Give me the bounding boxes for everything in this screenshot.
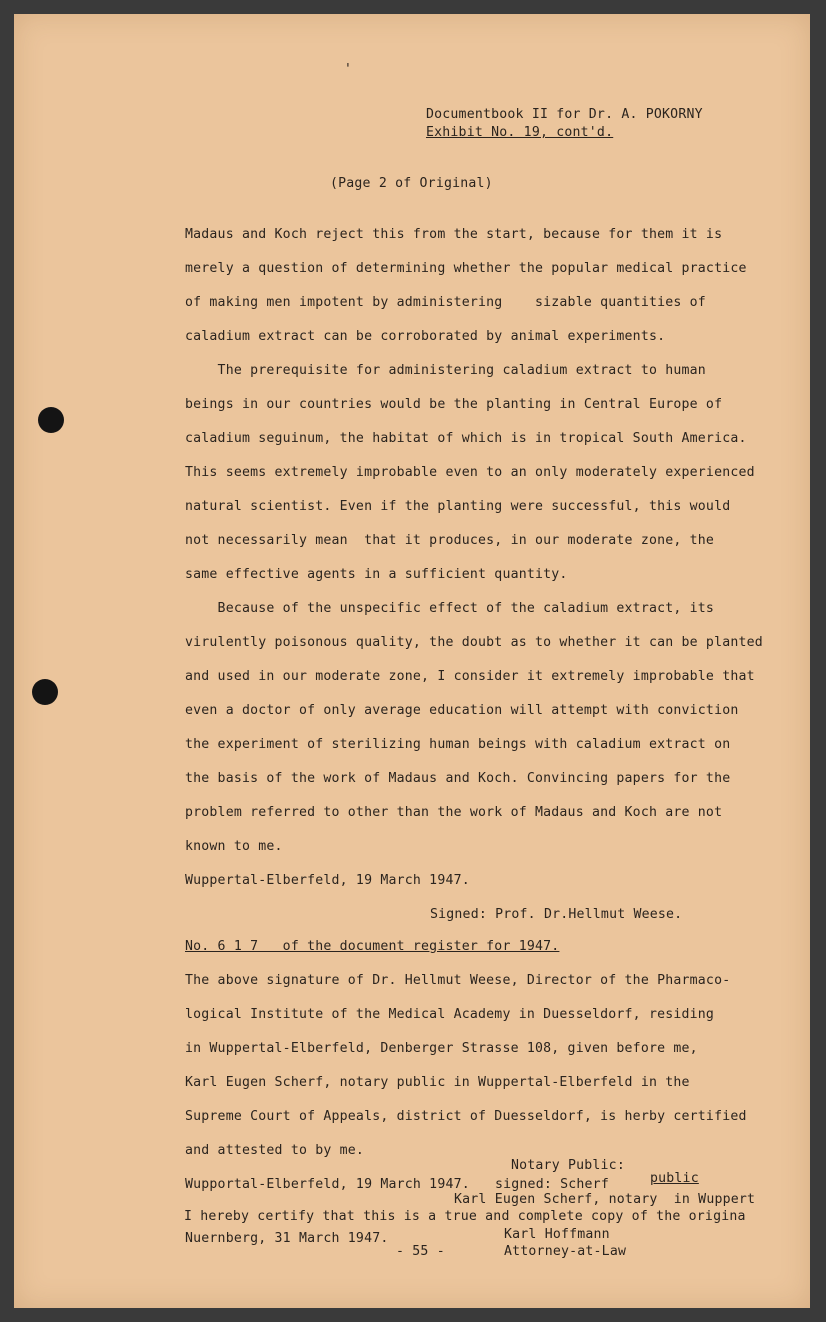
- body-line: problem referred to other than the work of Madaus and Koch are not: [185, 805, 723, 820]
- attestation-line: logical Institute of the Medical Academy in Duesseldorf, residing: [185, 1007, 715, 1022]
- attestation-line: and attested to by me.: [185, 1143, 365, 1158]
- body-line: not necessarily mean that it produces, in our moderate zone, the: [185, 533, 715, 548]
- ink-speck: ': [344, 62, 352, 77]
- notary-signed: signed: Scherf: [495, 1177, 609, 1192]
- punch-hole: [32, 679, 58, 705]
- certification-place-date: Nuernberg, 31 March 1947.: [185, 1231, 389, 1246]
- body-line: the basis of the work of Madaus and Koch. Convincing papers for the: [185, 771, 731, 786]
- punch-hole: [38, 407, 64, 433]
- body-line: merely a question of determining whether the popular medical practice: [185, 261, 747, 276]
- document-register-number: No. 6 1 7 of the document register for 1947.: [185, 939, 560, 954]
- attestation-line: Supreme Court of Appeals, district of Duesseldorf, is herby certified: [185, 1109, 747, 1124]
- place-date: Wuppertal-Elberfeld, 19 March 1947.: [185, 873, 470, 888]
- document-page: [14, 14, 810, 1308]
- signature-weese: Signed: Prof. Dr.Hellmut Weese.: [430, 907, 683, 922]
- translator-title: Attorney-at-Law: [504, 1244, 627, 1259]
- notary-name-line: Karl Eugen Scherf, notary in Wuppert: [454, 1192, 756, 1207]
- body-line: natural scientist. Even if the planting were successful, this would: [185, 499, 731, 514]
- page-note: (Page 2 of Original): [330, 176, 493, 191]
- page-number: - 55 -: [396, 1244, 445, 1259]
- documentbook-header: Documentbook II for Dr. A. POKORNY: [426, 107, 703, 122]
- translator-name: Karl Hoffmann: [504, 1227, 610, 1242]
- body-line: same effective agents in a sufficient quantity.: [185, 567, 568, 582]
- body-line: Madaus and Koch reject this from the start, because for them it is: [185, 227, 723, 242]
- attestation-line: The above signature of Dr. Hellmut Weese, Director of the Pharmaco-: [185, 973, 731, 988]
- place-date-notary: Wupportal-Elberfeld, 19 March 1947.: [185, 1177, 470, 1192]
- public-insert: public: [650, 1171, 699, 1186]
- body-line: virulently poisonous quality, the doubt as to whether it can be planted: [185, 635, 763, 650]
- body-line: known to me.: [185, 839, 283, 854]
- notary-title: Notary Public:: [511, 1158, 625, 1173]
- body-line: caladium seguinum, the habitat of which is in tropical South America.: [185, 431, 747, 446]
- body-line: beings in our countries would be the planting in Central Europe of: [185, 397, 723, 412]
- body-line: of making men impotent by administering sizable quantities of: [185, 295, 706, 310]
- body-line: Because of the unspecific effect of the caladium extract, its: [185, 601, 723, 616]
- attestation-line: in Wuppertal-Elberfeld, Denberger Strasse 108, given before me,: [185, 1041, 698, 1056]
- certification-line: I hereby certify that this is a true and complete copy of the origina: [184, 1209, 746, 1224]
- body-line: The prerequisite for administering caladium extract to human: [185, 363, 706, 378]
- body-line: and used in our moderate zone, I consider it extremely improbable that: [185, 669, 755, 684]
- body-line: even a doctor of only average education will attempt with conviction: [185, 703, 739, 718]
- body-line: caladium extract can be corroborated by animal experiments.: [185, 329, 666, 344]
- body-line: This seems extremely improbable even to an only moderately experienced: [185, 465, 755, 480]
- exhibit-header: Exhibit No. 19, cont'd.: [426, 125, 614, 140]
- attestation-line: Karl Eugen Scherf, notary public in Wuppertal-Elberfeld in the: [185, 1075, 690, 1090]
- body-line: the experiment of sterilizing human beings with caladium extract on: [185, 737, 731, 752]
